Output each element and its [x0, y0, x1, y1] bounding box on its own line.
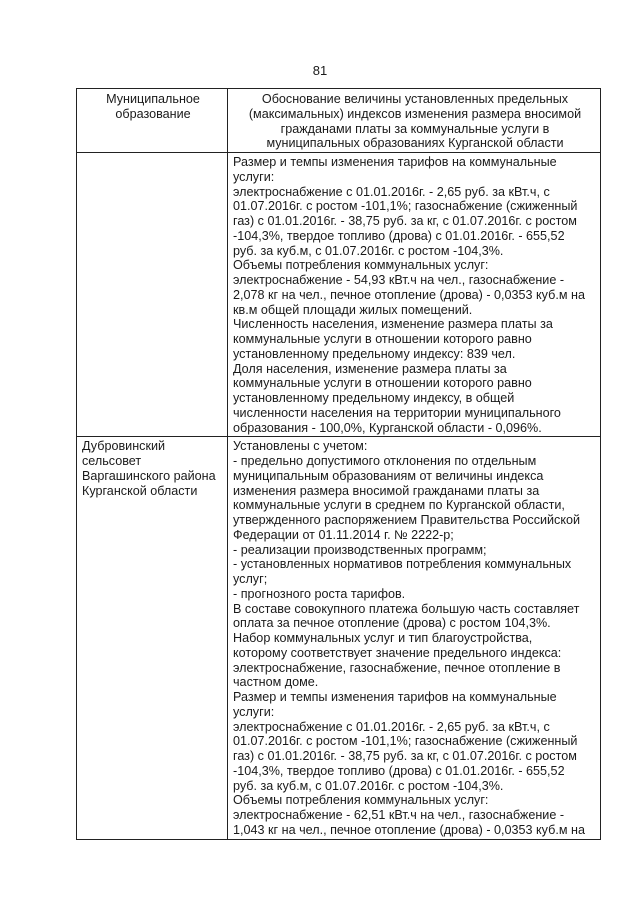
- header-municipality: [77, 89, 228, 153]
- table-row: [77, 153, 601, 437]
- text-line: -104,3%, твердое топливо (дрова) с 01.01.2016г. - 655,52: [233, 763, 565, 778]
- text-line: кв.м общей площади жилых помещений.: [233, 302, 473, 317]
- text-line: услуги:: [233, 704, 275, 719]
- header-col2-line: Обоснование величины установленных предельных: [261, 92, 569, 106]
- text-line: 1,043 кг на чел., печное отопление (дрова) - 0,0353 куб.м на: [233, 822, 585, 837]
- text-line: коммунальные услуги в среднем по Курганской области,: [233, 498, 565, 513]
- header-justification: [228, 89, 601, 153]
- municipality-name-line: Курганской области: [82, 483, 198, 498]
- tariff-justification-table: [76, 88, 601, 840]
- text-line: - прогнозного роста тарифов.: [233, 586, 406, 601]
- header-col2-line: (максимальных) индексов изменения размера вносимой: [248, 106, 582, 121]
- text-line: 01.07.2016г. с ростом -101,1%; газоснабжение (сжиженный: [233, 199, 578, 214]
- municipality-name-line: Варгашинского района: [82, 468, 216, 483]
- text-line: установленному предельному индексу, в общей: [233, 391, 515, 405]
- row1-justification-cell: [228, 153, 601, 437]
- text-line: электроснабжение с 01.01.2016г. - 2,65 руб. за кВт.ч, с: [233, 719, 550, 734]
- text-line: коммунальные услуги в отношении которого равно: [233, 332, 532, 346]
- text-line: - установленных нормативов потребления коммунальных: [233, 557, 572, 572]
- text-line: Установлены с учетом:: [233, 439, 368, 454]
- header-col2-line: гражданами платы за коммунальные услуги в: [280, 121, 550, 136]
- header-col1-line: Муниципальное: [106, 92, 200, 106]
- row1-municipality-cell: [77, 153, 228, 437]
- text-line: газ) с 01.01.2016г. - 38,75 руб. за кг, с 01.07.2016г. с ростом: [233, 749, 577, 763]
- text-line: Объемы потребления коммунальных услуг:: [233, 258, 489, 273]
- municipality-name-line: сельсовет: [82, 454, 142, 468]
- text-line: утвержденного распоряжением Правительства Российской: [233, 513, 581, 527]
- text-line: газ) с 01.01.2016г. - 38,75 руб. за кг, с 01.07.2016г. с ростом: [233, 214, 577, 228]
- text-line: электроснабжение, газоснабжение, печное отопление в: [233, 660, 561, 675]
- text-line: руб. за куб.м, с 01.07.2016г. с ростом -104,3%.: [233, 243, 504, 258]
- row2-justification-cell: [228, 437, 601, 839]
- text-line: образования - 100,0%, Курганской области - 0,096%.: [233, 420, 542, 435]
- text-line: муниципальным образованиям от величины индекса: [233, 468, 544, 483]
- text-line: которому соответствует значение предельного индекса:: [233, 645, 562, 660]
- text-line: Объемы потребления коммунальных услуг:: [233, 793, 489, 808]
- text-line: электроснабжение с 01.01.2016г. - 2,65 руб. за кВт.ч, с: [233, 184, 550, 199]
- text-line: оплата за печное отопление (дрова) с ростом 104,3%.: [233, 616, 551, 631]
- text-line: численности населения на территории муниципального: [233, 405, 561, 420]
- text-line: Доля населения, изменение размера платы за: [233, 361, 507, 376]
- header-col1-line: образование: [115, 106, 191, 121]
- table-header-row: [77, 89, 601, 153]
- municipality-name-line: Дубровинский: [82, 439, 166, 454]
- text-line: Федерации от 01.11.2014 г. № 2222-р;: [233, 527, 454, 542]
- row2-municipality-cell: [77, 437, 228, 839]
- text-line: Размер и темпы изменения тарифов на коммунальные: [233, 690, 557, 704]
- text-line: - реализации производственных программ;: [233, 542, 487, 557]
- page-number: 81: [312, 63, 328, 78]
- text-line: Численность населения, изменение размера платы за: [233, 317, 553, 332]
- text-line: электроснабжение - 62,51 кВт.ч на чел., газоснабжение -: [233, 808, 565, 822]
- text-line: -104,3%, твердое топливо (дрова) с 01.01.2016г. - 655,52: [233, 228, 565, 243]
- text-line: установленному предельному индексу: 839 чел.: [233, 346, 516, 361]
- header-col2-line: муниципальных образованиях Курганской области: [266, 136, 564, 151]
- text-line: 01.07.2016г. с ростом -101,1%; газоснабжение (сжиженный: [233, 734, 578, 749]
- text-line: услуг;: [233, 572, 268, 586]
- text-line: коммунальные услуги в отношении которого равно: [233, 376, 532, 391]
- text-line: Размер и темпы изменения тарифов на коммунальные: [233, 155, 557, 169]
- text-line: - предельно допустимого отклонения по отдельным: [233, 454, 537, 468]
- text-line: частном доме.: [233, 675, 319, 690]
- text-line: Набор коммунальных услуг и тип благоустройства,: [233, 631, 533, 645]
- table-row: [77, 437, 601, 839]
- text-line: электроснабжение - 54,93 кВт.ч на чел., газоснабжение -: [233, 273, 565, 287]
- text-line: изменения размера вносимой гражданами платы за: [233, 483, 540, 498]
- text-line: В составе совокупного платежа большую часть составляет: [233, 601, 580, 616]
- text-line: руб. за куб.м, с 01.07.2016г. с ростом -104,3%.: [233, 778, 504, 793]
- text-line: 2,078 кг на чел., печное отопление (дрова) - 0,0353 куб.м на: [233, 287, 585, 302]
- text-line: услуги:: [233, 169, 275, 184]
